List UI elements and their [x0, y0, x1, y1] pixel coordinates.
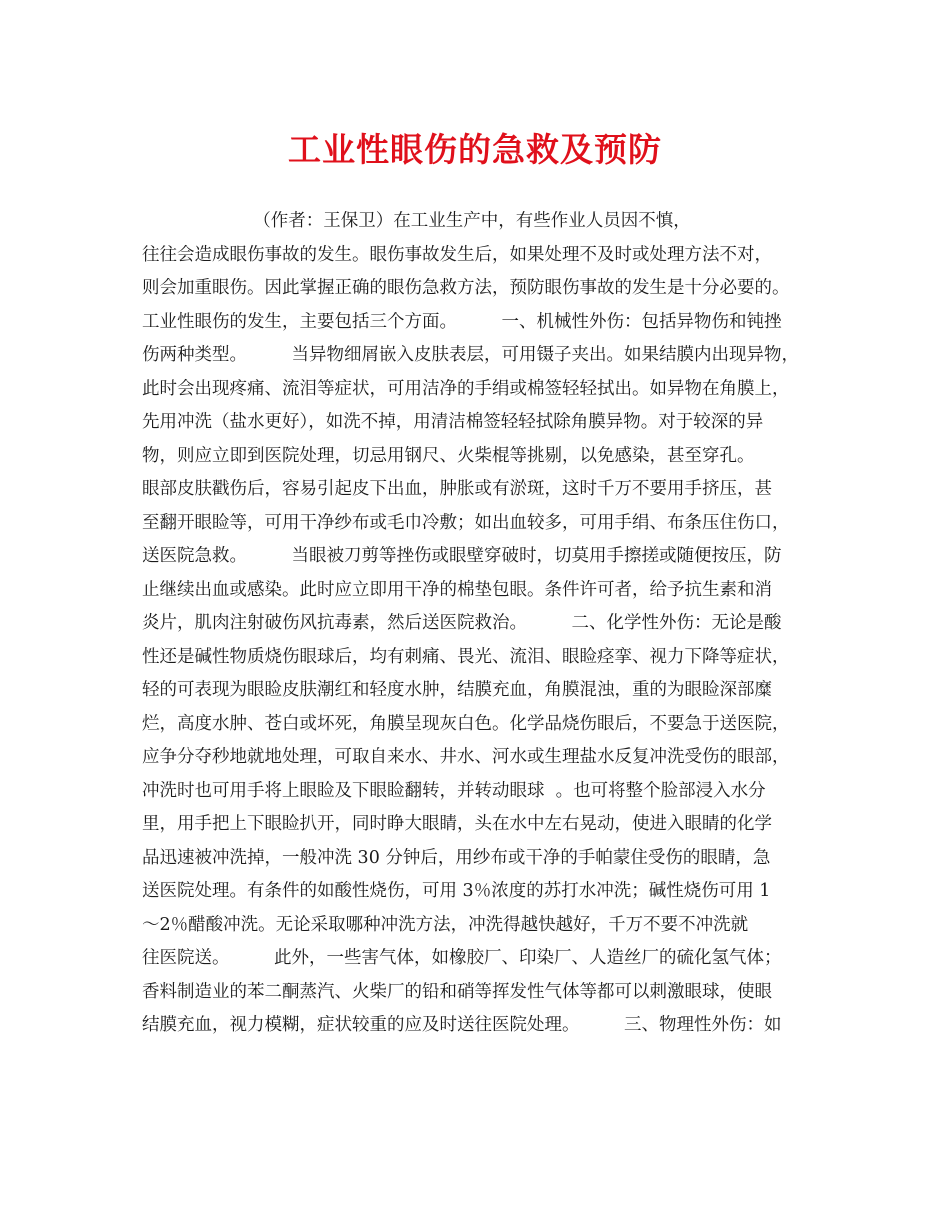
body-line: 送医院处理。有条件的如酸性烧伤，可用 3％浓度的苏打水冲洗；碱性烧伤可用 1: [142, 881, 771, 901]
body-line: 结膜充血，视力模糊，症状较重的应及时送往医院处理。 三、物理性外伤：如: [142, 1015, 782, 1035]
body-line: 往医院送。 此外，一些害气体，如橡胶厂、印染厂、人造丝厂的硫化氢气体；: [142, 948, 782, 968]
body-line: 应争分夺秒地就地处理，可取自来水、井水、河水或生理盐水反复冲洗受伤的眼部，: [142, 747, 790, 767]
body-line: 烂，高度水肿、苍白或坏死，角膜呈现灰白色。化学品烧伤眼后，不要急于送医院，: [142, 713, 790, 734]
body-line: 物，则应立即到医院处理，切忌用钢尺、火柴棍等挑剔，以免感染，甚至穿孔。: [142, 445, 755, 466]
body-line: 品迅速被冲洗掉，一般冲洗 30 分钟后，用纱布或干净的手帕蒙住受伤的眼睛，急: [142, 847, 771, 868]
body-line: 则会加重眼伤。因此掌握正确的眼伤急救方法，预防眼伤事故的发生是十分必要的。: [142, 278, 790, 298]
body-line: 香料制造业的苯二酮蒸汽、火柴厂的铅和硝等挥发性气体等都可以刺激眼球，使眼: [142, 981, 772, 1002]
document-body: [142, 205, 814, 1043]
body-line: 此时会出现疼痛、流泪等症状，可用洁净的手绢或棉签轻轻拭出。如异物在角膜上，: [142, 378, 790, 399]
body-line: 先用冲洗（盐水更好），如洗不掉，用清洁棉签轻轻拭除角膜异物。对于较深的异: [142, 412, 764, 432]
body-line: 伤两种类型。 当异物细屑嵌入皮肤表层，可用镊子夹出。如果结膜内出现异物，: [142, 345, 799, 365]
body-line: 轻的可表现为眼睑皮肤潮红和轻度水肿，结膜充血，角膜混浊，重的为眼睑深部糜: [142, 680, 772, 700]
body-line: 眼部皮肤戳伤后，容易引起皮下出血，肿胀或有淤斑，这时千万不要用手挤压，甚: [142, 479, 772, 499]
body-line: 里，用手把上下眼睑扒开，同时睁大眼睛，头在水中左右晃动，使进入眼睛的化学: [142, 814, 772, 834]
body-line: （作者：王保卫）在工业生产中，有些作业人员因不慎，: [142, 211, 691, 231]
body-line: 冲洗时也可用手将上眼睑及下眼睑翻转，并转动眼球 。也可将整个脸部浸入水分: [142, 780, 766, 801]
body-line: 止继续出血或感染。此时应立即用干净的棉垫包眼。条件许可者，给予抗生素和消: [142, 579, 772, 600]
body-line: 炎片，肌肉注射破伤风抗毒素，然后送医院救治。 二、化学性外伤：无论是酸: [142, 613, 782, 633]
body-line: 至翻开眼睑等，可用干净纱布或毛巾冷敷；如出血较多，可用手绢、布条压住伤口，: [142, 512, 790, 533]
body-line: 性还是碱性物质烧伤眼球后，均有刺痛、畏光、流泪、眼睑痉挛、视力下降等症状，: [142, 646, 790, 667]
body-line: ～2％醋酸冲洗。无论采取哪种冲洗方法，冲洗得越快越好，千万不要不冲洗就: [142, 914, 749, 935]
body-line: 往往会造成眼伤事故的发生。眼伤事故发生后，如果处理不及时或处理方法不对，: [142, 244, 772, 265]
body-line: 工业性眼伤的发生，主要包括三个方面。 一、机械性外伤：包括异物伤和钝挫: [142, 311, 782, 332]
document-title: 工业性眼伤的急救及预防: [288, 130, 662, 169]
body-line: 送医院急救。 当眼被刀剪等挫伤或眼壁穿破时，切莫用手擦搓或随便按压，防: [142, 546, 782, 566]
